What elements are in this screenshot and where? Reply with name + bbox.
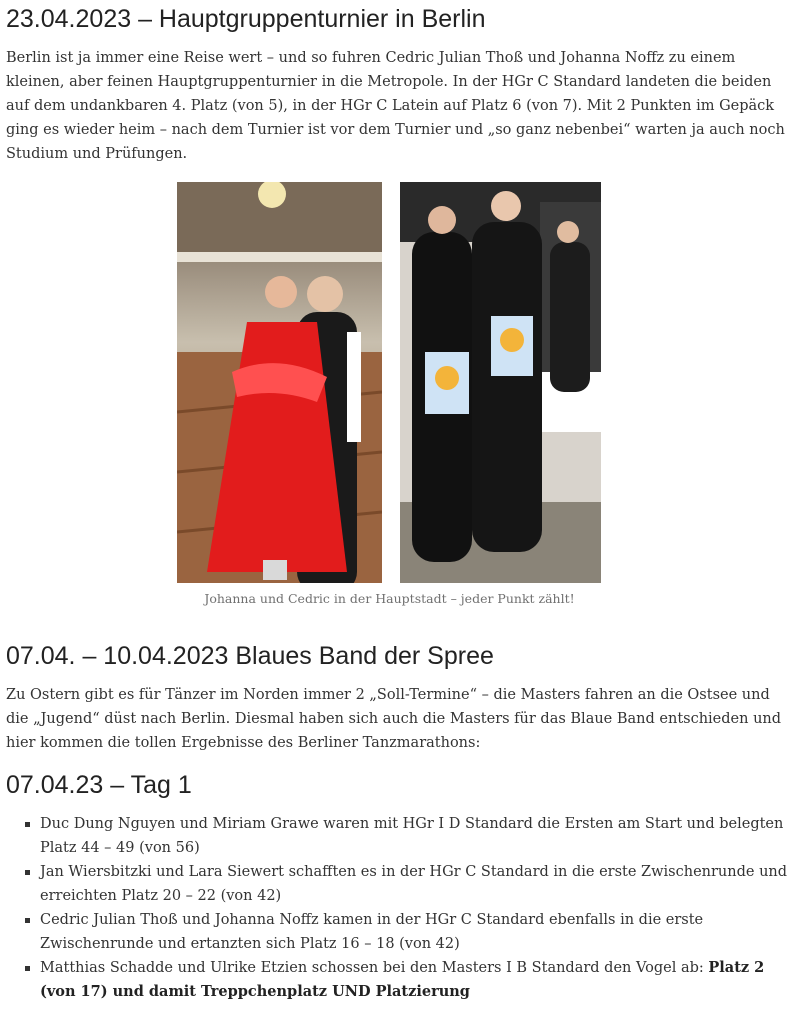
bullet-icon (25, 870, 30, 875)
photo-caption: Johanna und Cedric in der Hauptstadt – jeder Punkt zählt! (204, 591, 575, 606)
section-heading-blaues-band: 07.04. – 10.04.2023 Blaues Band der Spree (6, 642, 494, 670)
photo-red-dress (177, 182, 382, 583)
berlin-paragraph: Berlin ist ja immer eine Reise wert – und so fuhren Cedric Julian Thoß und Johanna Noffz zu einem kleinen, aber feinen Hauptgruppenturnier in die Metropole. In der HGr C Standard landeten die beiden auf dem undankbaren 4. Platz (von 5), in der HGr C Latein auf Platz 6 (von 7). Mit 2 Punkten im Gepäck ging es wieder heim – nach dem Turnier ist vor dem Turnier und „so ganz nebenbei“ warten ja auch noch Studium und Prüfungen. (6, 50, 785, 162)
bullet-icon (25, 822, 30, 827)
bullet-icon (25, 918, 30, 923)
bullet-icon (25, 966, 30, 971)
photo-black-outfits (400, 182, 601, 583)
list-item-text: Matthias Schadde und Ulrike Etzien schossen bei den Masters I B Standard den Vogel ab: (40, 960, 709, 976)
list-item-text: Cedric Julian Thoß und Johanna Noffz kamen in der HGr C Standard ebenfalls in die erste Zwischenrunde und ertanzten sich Platz 16 – 18 (von 42) (40, 912, 704, 952)
list-item-text: Duc Dung Nguyen und Miriam Grawe waren mit HGr I D Standard die Ersten am Start und belegten Platz 44 – 49 (von 56) (40, 816, 784, 856)
list-item (0, 956, 790, 1004)
list-item (0, 908, 790, 956)
tag-1-results-list (0, 812, 790, 1004)
list-item (0, 812, 790, 860)
list-item-highlight: Platz 2 (von 17) und damit Treppchenplatz UND Platzierung (40, 959, 765, 1000)
list-item-text: Jan Wiersbitzki und Lara Siewert schafften es in der HGr C Standard in die erste Zwischenrunde und erreichten Platz 20 – 22 (von 42) (40, 864, 788, 904)
section-heading-berlin: 23.04.2023 – Hauptgruppenturnier in Berlin (6, 5, 486, 33)
section-heading-tag-1: 07.04.23 – Tag 1 (6, 771, 192, 799)
list-item (0, 860, 790, 908)
blaues-band-paragraph: Zu Ostern gibt es für Tänzer im Norden immer 2 „Soll-Termine“ – die Masters fahren an die Ostsee und die „Jugend“ düst nach Berlin. Diesmal haben sich auch die Masters für das Blaue Band entschieden und hier kommen die tollen Ergebnisse des Berliner Tanzmarathons: (6, 687, 782, 751)
